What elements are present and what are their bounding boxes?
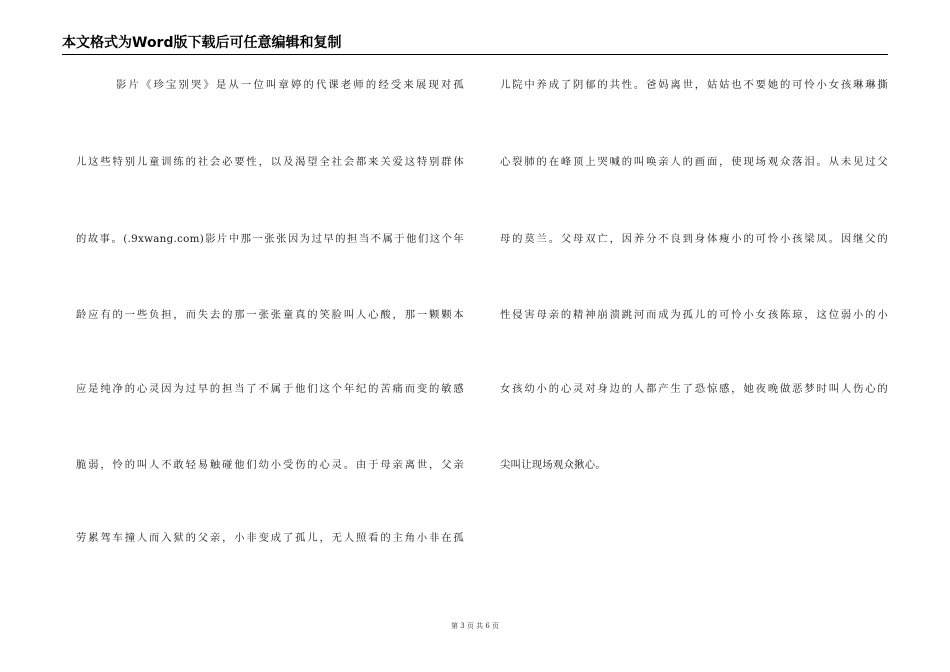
header-title: 本文格式为Word版下载后可任意编辑和复制 <box>62 35 342 51</box>
page-header <box>62 34 888 55</box>
paragraph-line: 应是纯净的心灵因为过早的担当了不属于他们这个年纪的苦痛而变的敏感 <box>76 383 464 395</box>
page-number-footer: 第 3 页 共 6 页 <box>450 622 500 630</box>
paragraph-line: 劳累驾车撞人而入狱的父亲，小非变成了孤儿，无人照看的主角小非在孤 <box>76 532 464 544</box>
paragraph-line: 儿院中养成了阴郁的共性。爸妈离世，姑姑也不要她的可怜小女孩琳琳撕 <box>500 79 888 91</box>
paragraph-line: 心裂肺的在峰顶上哭喊的叫唤亲人的画面，使现场观众落泪。从未见过父 <box>500 156 888 168</box>
paragraph-line: 尖叫让现场观众揪心。 <box>500 459 606 471</box>
paragraph-line: 儿这些特别儿童训练的社会必要性，以及渴望全社会都来关爱这特别群体 <box>76 156 464 168</box>
paragraph-line: 母的莫兰。父母双亡，因养分不良到身体瘦小的可怜小孩梁凤。因继父的 <box>500 233 888 245</box>
paragraph-line: 脆弱，怜的叫人不敢轻易触碰他们幼小受伤的心灵。由于母亲离世，父亲 <box>76 459 464 471</box>
paragraph-line: 龄应有的一些负担，而失去的那一张张童真的笑脸叫人心酸，那一颗颗本 <box>76 309 464 321</box>
paragraph-line: 的故事。(.9xwang.com)影片中那一张张因为过早的担当不属于他们这个年 <box>76 233 464 245</box>
paragraph-line: 影片《珍宝别哭》是从一位叫章婷的代课老师的经受来展现对孤 <box>116 79 464 91</box>
paragraph-line: 女孩幼小的心灵对身边的人都产生了恐惊感，她夜晚做恶梦时叫人伤心的 <box>500 383 888 395</box>
paragraph-line: 性侵害母亲的精神崩溃跳河而成为孤儿的可怜小女孩陈琼，这位弱小的小 <box>500 309 888 321</box>
